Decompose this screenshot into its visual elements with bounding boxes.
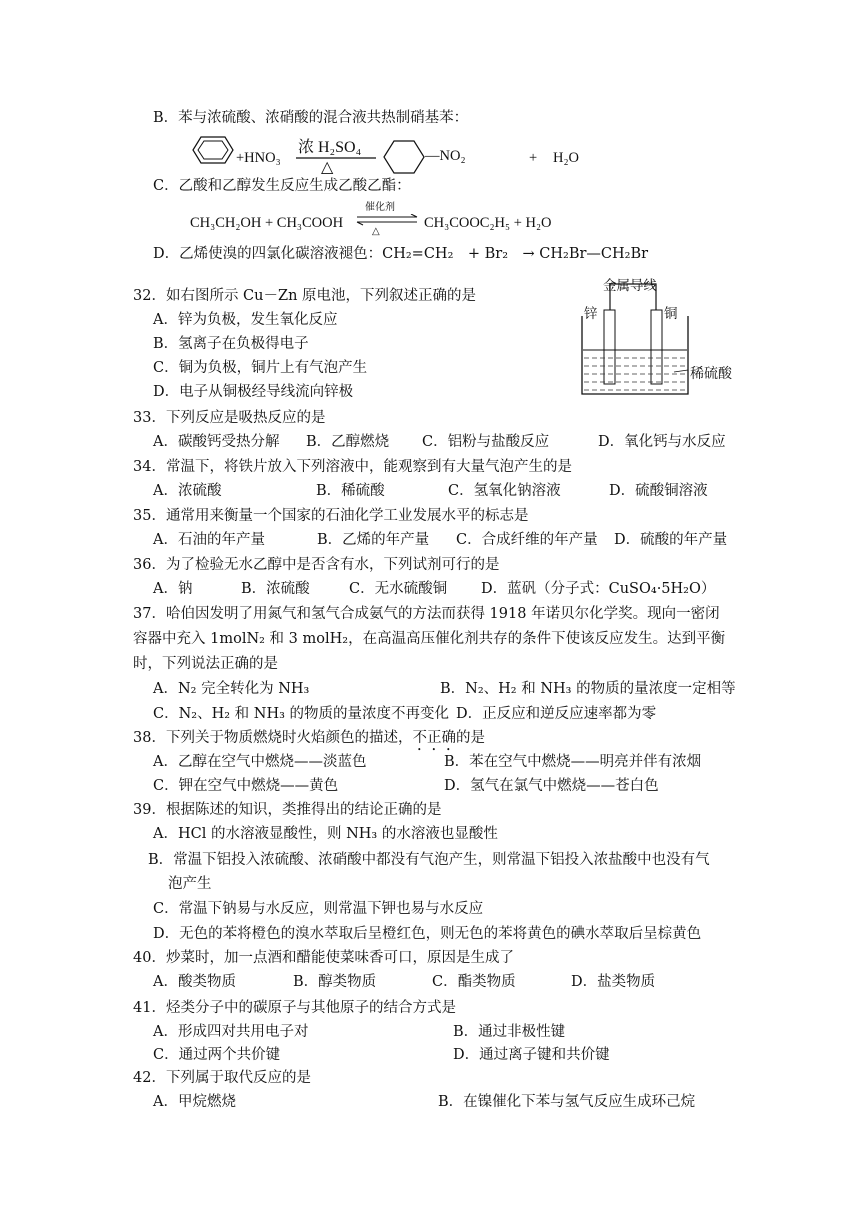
q40-stem: 40．炒菜时，加一点酒和醋能使菜味香可口，原因是生成了	[133, 950, 514, 966]
q42-option-a: A．甲烷燃烧	[153, 1094, 236, 1110]
q40-option-b: B．醇类物质	[293, 974, 377, 990]
eq-b-hno3: +HNO₃	[236, 150, 281, 166]
q41-option-b: B．通过非极性键	[453, 1024, 566, 1040]
q37-option-b: B．N₂、H₂ 和 NH₃ 的物质的量浓度一定相等	[440, 681, 736, 697]
q37-stem-line-3: 时，下列说法正确的是	[133, 656, 278, 672]
q33-option-a: A．碳酸钙受热分解	[153, 434, 280, 450]
q35-option-b: B．乙烯的年产量	[317, 532, 430, 548]
q34-option-d: D．硫酸铜溶液	[609, 483, 708, 499]
q42-option-b: B．在镍催化下苯与氢气反应生成环己烷	[438, 1094, 696, 1110]
eq-b-catalyst: 浓 H₂SO₄	[298, 139, 362, 156]
eq-b-plus: +	[529, 150, 538, 166]
q35-option-a: A．石油的年产量	[153, 532, 265, 548]
q37-stem-line-2: 容器中充入 1molN₂ 和 3 molH₂，在高温高压催化剂共存的条件下使该反应发生。达到平衡	[133, 631, 726, 647]
q40-option-c: C．酯类物质	[432, 974, 516, 990]
q33-option-c: C．铝粉与盐酸反应	[422, 434, 550, 450]
prev-option-b: B．苯与浓硫酸、浓硝酸的混合液共热制硝基苯：	[153, 110, 469, 126]
eq-c-right: CH₃COOC₂H₅ + H₂O	[424, 215, 552, 231]
q36-option-d: D．蓝矾（分子式：CuSO₄·5H₂O）	[481, 581, 716, 597]
q33-option-d: D．氧化钙与水反应	[598, 434, 726, 450]
q36-option-c: C．无水硫酸铜	[349, 581, 448, 597]
q39-option-b: B．常温下铝投入浓硫酸、浓硝酸中都没有气泡产生，则常温下铝投入浓盐酸中也没有气	[148, 852, 710, 868]
q41-option-c: C．通过两个共价键	[153, 1047, 281, 1063]
q37-option-a: A．N₂ 完全转化为 NH₃	[153, 681, 310, 697]
eq-c-reversible-arrow-icon	[355, 214, 421, 226]
q36-stem: 36．为了检验无水乙醇中是否含有水，下列试剂可行的是	[133, 557, 500, 573]
q36-option-a: A．钠	[153, 581, 193, 597]
eq-c-left: CH₃CH₂OH + CH₃COOH	[190, 215, 344, 231]
figure-wire-label: 金属导线	[603, 278, 657, 294]
q41-option-d: D．通过离子键和共价键	[453, 1047, 610, 1063]
q38-stem-post: 的是	[455, 730, 485, 746]
q38-option-b: B．苯在空气中燃烧——明亮并伴有浓烟	[444, 754, 702, 770]
q39-option-b-cont: 泡产生	[168, 876, 212, 892]
q40-option-a: A．酸类物质	[153, 974, 236, 990]
q32-option-b: B．氢离子在负极得电子	[153, 336, 309, 352]
q32-option-c: C．铜为负极，铜片上有气泡产生	[153, 360, 368, 376]
q42-stem: 42．下列属于取代反应的是	[133, 1070, 311, 1086]
eq-b-water: H₂O	[553, 150, 579, 166]
q37-option-c: C．N₂、H₂ 和 NH₃ 的物质的量浓度不再变化	[153, 706, 450, 722]
prev-option-d: D．乙烯使溴的四氯化碳溶液褪色：CH₂=CH₂ + Br₂ → CH₂Br—CH₂Br	[153, 246, 649, 262]
q35-option-d: D．硫酸的年产量	[614, 532, 728, 548]
eq-c-heat: △	[372, 226, 380, 237]
figure-acid-label: 稀硫酸	[690, 366, 732, 382]
figure-copper-label: 铜	[664, 306, 678, 322]
q34-option-a: A．浓硫酸	[153, 483, 222, 499]
q34-stem: 34．常温下，将铁片放入下列溶液中，能观察到有大量气泡产生的是	[133, 459, 572, 475]
q35-stem: 35．通常用来衡量一个国家的石油化学工业发展水平的标志是	[133, 508, 529, 524]
q39-option-d: D．无色的苯将橙色的溴水萃取后呈橙红色，则无色的苯将黄色的碘水萃取后呈棕黄色	[153, 926, 702, 942]
q39-option-c: C．常温下钠易与水反应，则常温下钾也易与水反应	[153, 901, 484, 917]
prev-option-c: C．乙酸和乙醇发生反应生成乙酸乙酯：	[153, 178, 411, 194]
q33-option-b: B．乙醇燃烧	[306, 434, 390, 450]
q38-option-a: A．乙醇在空气中燃烧——淡蓝色	[153, 754, 367, 770]
q41-option-a: A．形成四对共用电子对	[153, 1024, 309, 1040]
eq-b-arrow-icon	[296, 155, 378, 161]
q40-option-d: D．盐类物质	[571, 974, 656, 990]
q36-option-b: B．浓硫酸	[241, 581, 310, 597]
q32-option-a: A．锌为负极，发生氧化反应	[153, 312, 338, 328]
q38-stem-pre: 38．下列关于物质燃烧时火焰颜色的描述，	[133, 730, 413, 746]
q33-stem: 33．下列反应是吸热反应的是	[133, 410, 326, 426]
q35-option-c: C．合成纤维的年产量	[456, 532, 598, 548]
q41-stem: 41．烃类分子中的碳原子与其他原子的结合方式是	[133, 1000, 456, 1016]
figure-zinc-label: 锌	[584, 306, 598, 322]
eq-b-no2: —NO₂	[425, 148, 466, 164]
eq-c-catalyst: 催化剂	[365, 202, 395, 213]
q38-option-c: C．钾在空气中燃烧——黄色	[153, 778, 339, 794]
q39-option-a: A．HCl 的水溶液显酸性，则 NH₃ 的水溶液也显酸性	[153, 826, 498, 842]
q37-option-d: D．正反应和逆反应速率都为零	[456, 706, 657, 722]
q34-option-b: B．稀硫酸	[316, 483, 385, 499]
cyclohexane-ring-icon	[380, 135, 430, 179]
q37-stem-line-1: 37．哈伯因发明了用氮气和氢气合成氨气的方法而获得 1918 年诺贝尔化学奖。现向一密闭	[133, 606, 720, 622]
q32-option-d: D．电子从铜极经导线流向锌极	[153, 384, 354, 400]
q38-stem-emphasis: 不正确	[412, 730, 456, 746]
q38-stem	[133, 728, 485, 754]
q38-option-d: D．氢气在氯气中燃烧——苍白色	[444, 778, 659, 794]
eq-b-heat: △	[321, 159, 334, 176]
q32-stem: 32．如右图所示 Cu－Zn 原电池，下列叙述正确的是	[133, 288, 477, 304]
q34-option-c: C．氢氧化钠溶液	[448, 483, 561, 499]
q39-stem: 39．根据陈述的知识，类推得出的结论正确的是	[133, 802, 442, 818]
